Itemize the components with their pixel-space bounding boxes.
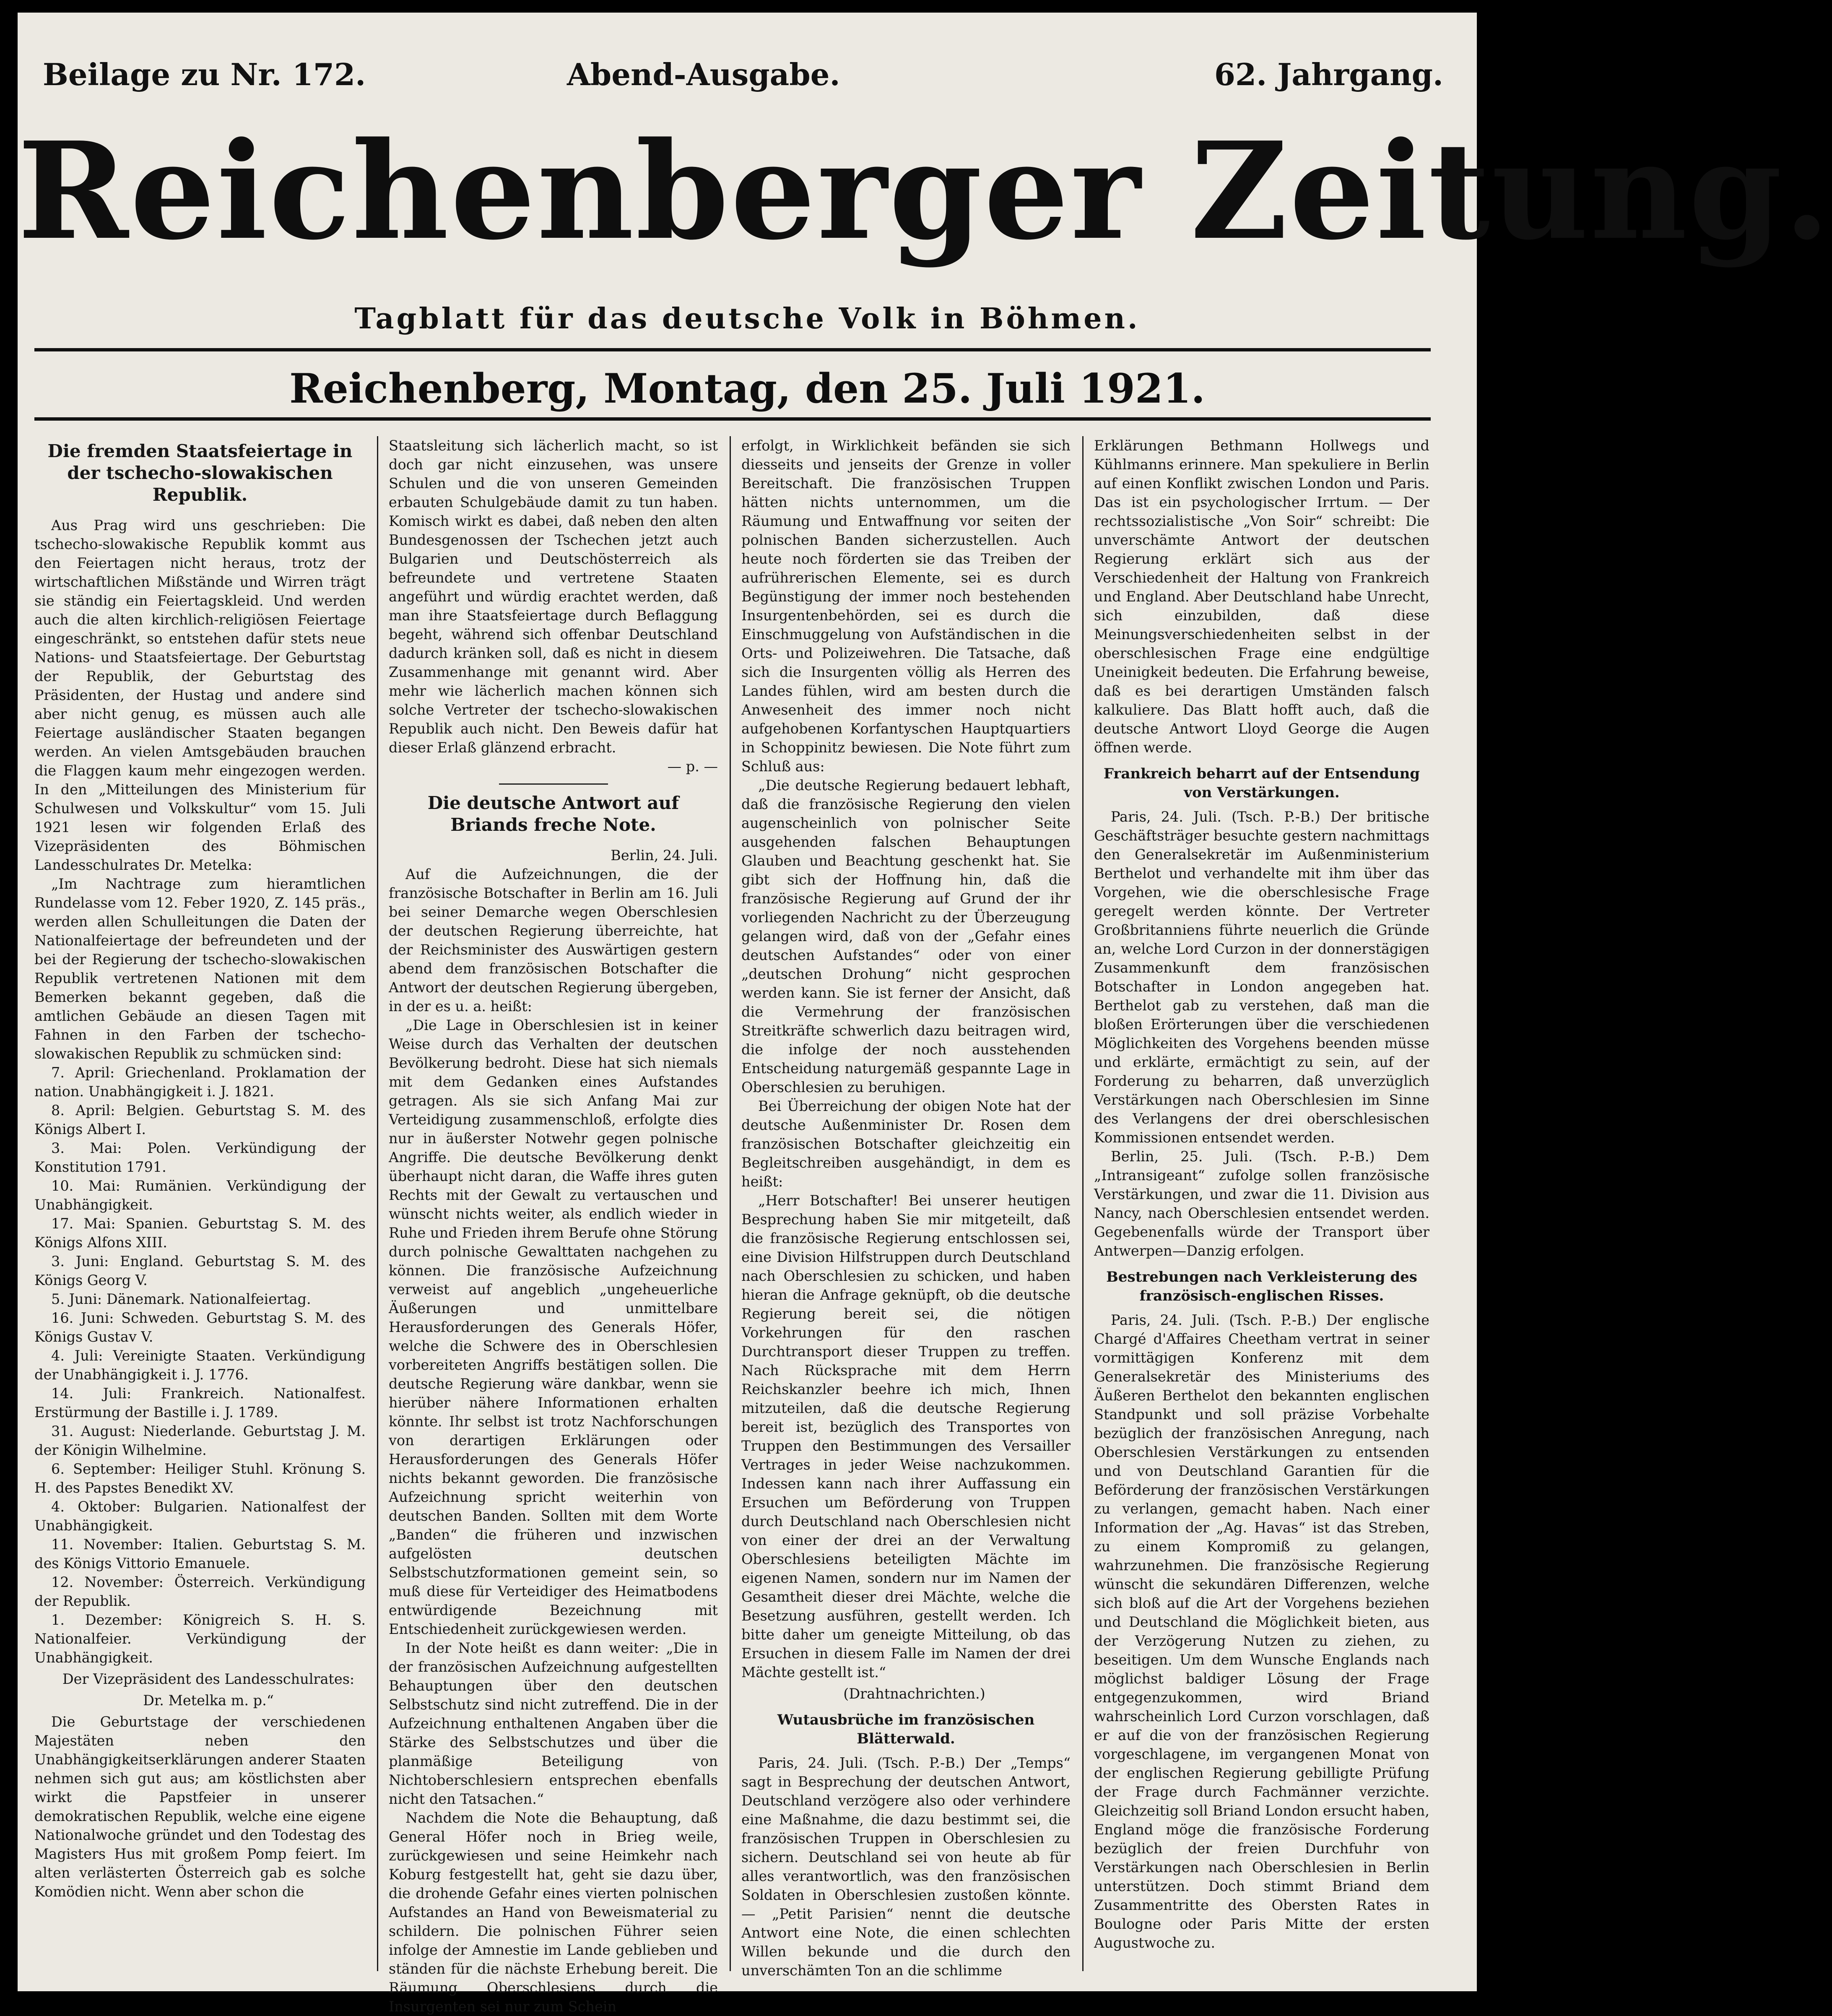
holiday-date-item: 4. Oktober: Bulgarien. Nationalfest der Unabhängigkeit. — [34, 1498, 366, 1534]
article-paragraph: Staatsleitung sich lächerlich macht, so ist doch gar nicht einzusehen, was unsere Schulen und die von unseren Gemeinden erbauten Schulgebäude damit zu tun haben. Komisch wirkt es dabei, daß neben den alten Bundesgenossen der Tschechen jetzt auch Bulgarien und Deutschösterreich als befreundete und vertretene Staaten angeführt und würdig erachtet werden, daß man ihre Staatsfeiertage durch Beflaggung begeht, während sich offenbar Deutschland dadurch kränken soll, daß es nicht in diesem Zusammenhange mit genannt wird. Aber mehr wie lächerlich machen können sich solche Vertreter der tschecho-slowakischen Republik auch nicht. Den Beweis dafür hat dieser Erlaß glänzend erbracht. — [389, 437, 718, 756]
header-rule-top — [34, 348, 1431, 351]
wire-news-label: (Drahtnachrichten.) — [843, 1686, 985, 1702]
masthead-title: Reichenberger Zeitung. — [18, 112, 1832, 269]
author-signature: — p. — — [667, 758, 718, 775]
edition-label: Abend-Ausgabe. — [567, 57, 840, 92]
holiday-date-item: 16. Juni: Schweden. Geburtstag S. M. des Königs Gustav V. — [34, 1310, 366, 1345]
section-separator — [499, 783, 608, 785]
column-4 — [1094, 436, 1429, 1980]
article-subheadline: Frankreich beharrt auf der Entsendung von Verstärkungen. — [1103, 765, 1420, 801]
header-rule-bottom — [34, 417, 1431, 421]
column-divider — [377, 436, 378, 1971]
article-paragraph: Berlin, 25. Juli. (Tsch. P.-B.) Dem „Intransigeant“ zufolge sollen französische Verstärkungen, und zwar die 11. Division aus Nancy, nach Oberschlesien entsendet werden. Gegebenenfalls würde der Transport über Antwerpen—Danzig erfolgen. — [1094, 1148, 1429, 1259]
holiday-date-item: 5. Juni: Dänemark. Nationalfeiertag. — [51, 1291, 311, 1307]
column-2 — [389, 436, 718, 2015]
holiday-date-item: 3. Mai: Polen. Verkündigung der Konstitution 1791. — [34, 1140, 366, 1175]
article-paragraph: Paris, 24. Juli. (Tsch. P.-B.) Der britische Geschäftsträger besuchte gestern nachmittags den Generalsekretär im Außenministerium Berthelot und verhandelte mit ihm über das Vorgehen, wie die oberschlesische Frage geregelt werden könnte. Der Vertreter Großbritanniens führte neuerlich die Gründe an, welche Lord Curzon in der donnerstägigen Zusammenkunft dem französischen Botschafter in London angegeben hat. Berthelot gab zu verstehen, daß man die bloßen Erörterungen über die verschiedenen Möglichkeiten des Vorgehens beenden müsse und erklärte, ermächtigt zu sein, auf der Forderung zu beharren, daß unverzüglich Verstärkungen nach Oberschlesien im Sinne des Verlangens der drei oberschlesischen Kommissionen entsendet werden. — [1094, 809, 1429, 1146]
article-paragraph: Auf die Aufzeichnungen, die der französische Botschafter in Berlin am 16. Juli bei seiner Demarche wegen Oberschlesien der deutschen Regierung überreichte, hat der Reichsminister des Auswärtigen gestern abend dem französischen Botschafter die Antwort der deutschen Regierung übergeben, in der es u. a. heißt: — [389, 866, 718, 1015]
article-paragraph: erfolgt, in Wirklichkeit befänden sie sich diesseits und jenseits der Grenze in voller Bereitschaft. Die französischen Truppen hätten nichts unternommen, um die Räumung und Entwaffnung vor seiten der polnischen Banden sicherzustellen. Auch heute noch förderten sie das Treiben der aufrührerischen Elemente, sei es durch Begünstigung der immer noch bestehenden Insurgentenbehörden, sei es durch die Einschmuggelung von Aufständischen in die Orts- und Polizeiwehren. Die Tatsache, daß sich die Insurgenten völlig als Herren des Landes fühlen, wird am besten durch die Anwesenheit des immer noch nicht aufgehobenen Korfantyschen Hauptquartiers in Schoppinitz bewiesen. Die Note führt zum Schluß aus: — [741, 437, 1071, 775]
holiday-date-item: 4. Juli: Vereinigte Staaten. Verkündigung der Unabhängigkeit i. J. 1776. — [34, 1347, 366, 1383]
holiday-date-item: 31. August: Niederlande. Geburtstag J. M. der Königin Wilhelmine. — [34, 1423, 366, 1458]
article-paragraph: Erklärungen Bethmann Hollwegs und Kühlmanns erinnere. Man spekuliere in Berlin auf einen Konflikt zwischen London und Paris. Das ist ein psychologischer Irrtum. — Der rechtssozialistische „Von Soir“ schreibt: Die unverschämte Antwort der deutschen Regierung erklärt sich aus der Verschiedenheit der Haltung von Frankreich und England. Aber Deutschland habe Unrecht, sich einzubilden, daß diese Meinungsverschiedenheiten selbst in der oberschlesischen Frage eine endgültige Uneinigkeit bedeuten. Die Erfahrung beweise, daß es bei derartigen Umständen falsch kalkuliere. Das Blatt hofft auch, daß die deutsche Antwort Lloyd George die Augen öffnen werde. — [1094, 437, 1429, 756]
column-divider — [1082, 436, 1084, 1971]
article-paragraph: Die Geburtstage der verschiedenen Majestäten neben den Unabhängigkeitserklärungen anderer Staaten nehmen sich gut aus; am köstlichsten aber wirkt die Papstfeier in unserer demokratischen Republik, welche eine eigene Nationalwoche gründet und den Todestag des Magisters Hus mit großem Pomp feiert. Im alten verlästerten Österreich gab es solche Komödien nicht. Wenn aber schon die — [34, 1714, 366, 1900]
article-headline: Die fremden Staatsfeiertage in der tschecho-slowakischen Republik. — [47, 441, 353, 505]
holiday-date-item: 6. September: Heiliger Stuhl. Krönung S. H. des Papstes Benedikt XV. — [34, 1461, 366, 1496]
column-1 — [34, 436, 366, 1980]
holiday-date-item: 14. Juli: Frankreich. Nationalfest. Erstürmung der Bastille i. J. 1789. — [34, 1385, 366, 1420]
column-3 — [741, 436, 1071, 1980]
article-subheadline: Bestrebungen nach Verkleisterung des französisch-englischen Risses. — [1106, 1269, 1417, 1304]
article-subheadline: Wutausbrüche im französischen Blätterwald. — [777, 1712, 1035, 1747]
holiday-date-item: 10. Mai: Rumänien. Verkündigung der Unabhängigkeit. — [34, 1178, 366, 1213]
signature-name: Dr. Metelka m. p.“ — [143, 1692, 274, 1709]
volume-label: 62. Jahrgang. — [1214, 57, 1443, 92]
newspaper-page — [18, 13, 1832, 2015]
article-paragraph: „Herr Botschafter! Bei unserer heutigen Besprechung haben Sie mir mitgeteilt, daß die französische Regierung entschlossen sei, eine Division Hilfstruppen durch Deutschland nach Oberschlesien zu schicken, und haben hieran die Anfrage geknüpft, ob die deutsche Regierung bereit sei, die nötigen Vorkehrungen für den raschen Durchtransport dieser Truppen zu treffen. Nach Rücksprache mit dem Herrn Reichskanzler beehre ich mich, Ihnen mitzuteilen, daß die deutsche Regierung bereit ist, bezüglich des Transportes von Truppen den Bestimmungen des Versailler Vertrages in jeder Weise nachzukommen. Indessen kann nach ihrer Auffassung ein Ersuchen um Beförderung von Truppen durch Deutschland nach Oberschlesien nicht von einer der drei an der Verwaltung Oberschlesiens beteiligten Mächte im eigenen Namen, sondern nur im Namen der Gesamtheit dieser drei Mächte, welche die Besetzung ausführen, gestellt werden. Ich bitte daher um geneigte Mitteilung, ob das Ersuchen in diesem Falle im Namen der drei Mächte gestellt ist.“ — [741, 1192, 1071, 1680]
holiday-date-item: 1. Dezember: Königreich S. H. S. Nationalfeier. Verkündigung der Unabhängigkeit. — [34, 1612, 366, 1666]
holiday-date-item: 12. November: Österreich. Verkündigung der Republik. — [34, 1574, 366, 1609]
holiday-date-item: 7. April: Griechenland. Proklamation der nation. Unabhängigkeit i. J. 1821. — [34, 1064, 366, 1100]
supplement-label: Beilage zu Nr. 172. — [43, 57, 366, 92]
signature-line: Der Vizepräsident des Landesschulrates: — [62, 1671, 355, 1687]
holiday-date-item: 11. November: Italien. Geburtstag S. M. des Königs Vittorio Emanuele. — [34, 1536, 366, 1571]
holiday-date-item: 8. April: Belgien. Geburtstag S. M. des Königs Albert I. — [34, 1102, 366, 1137]
article-paragraph: Bei Überreichung der obigen Note hat der deutsche Außenminister Dr. Rosen dem französischen Botschafter gleichzeitig ein Begleitschreiben ausgehändigt, in dem es heißt: — [741, 1098, 1071, 1190]
article-headline: Die deutsche Antwort auf Briands freche Note. — [427, 793, 679, 835]
article-paragraph: „Die deutsche Regierung bedauert lebhaft, daß die französische Regierung den vielen augenscheinlich von polnischer Seite ausgehenden falschen Behauptungen Glauben und Beachtung geschenkt hat. Sie gibt sich der Hoffnung hin, daß die französische Regierung auf Grund der ihr vorliegenden Nachricht zu der Überzeugung gelangen wird, daß von der „Gefahr eines deutschen Aufstandes“ oder von einer „deutschen Drohung“ nicht gesprochen werden kann. Sie ist ferner der Ansicht, daß die Vermehrung der französischen Streitkräfte schwerlich dazu beitragen wird, die infolge der noch ausstehenden Entscheidung naturgemäß gespannte Lage in Oberschlesien zu beruhigen. — [741, 777, 1071, 1095]
article-paragraph: Aus Prag wird uns geschrieben: Die tschecho-slowakische Republik kommt aus den Feiertagen nicht heraus, trotz der wirtschaftlichen Mißstände und Wirren trägt sie ständig ein Feiertagskleid. Und werden auch die alten kirchlich-religiösen Feiertage eingeschränkt, so entstehen dafür stets neue Nations- und Staatsfeiertage. Der Geburtstag der Republik, der Geburtstag des Präsidenten, der Hustag und andere sind aber nicht genug, es müssen auch alle Feiertage ausländischer Staaten begangen werden. An vielen Amtsgebäuden brauchen die Flaggen kaum mehr eingezogen werden. In den „Mitteilungen des Ministerium für Schulwesen und Volkskultur“ vom 15. Juli 1921 lesen wir folgenden Erlaß des Vizepräsidenten des Böhmischen Landesschulrates Dr. Metelka: — [34, 517, 366, 873]
article-paragraph: Nachdem die Note die Behauptung, daß General Höfer noch in Brieg weile, zurückgewiesen und seine Heimkehr nach Koburg festgestellt hat, geht sie dazu über, die drohende Gefahr eines vierten polnischen Aufstandes an Hand von Beweismaterial zu schildern. Die polnischen Führer seien infolge der Amnestie im Lande geblieben und ständen für die nächste Erhebung bereit. Die Räumung Oberschlesiens durch die Insurgenten sei nur zum Schein — [389, 1810, 718, 2015]
article-paragraph: In der Note heißt es dann weiter: „Die in der französischen Aufzeichnung aufgestellten Behauptungen über den deutschen Selbstschutz sind nicht zutreffend. Die in der Aufzeichnung enthaltenen Angaben über die Stärke des Selbstschutzes und über die planmäßige Beteiligung von Nichtoberschlesiern entsprechen ebenfalls nicht den Tatsachen.“ — [389, 1640, 718, 1807]
article-paragraph: „Im Nachtrage zum hieramtlichen Rundelasse vom 12. Feber 1920, Z. 145 präs., werden allen Schulleitungen die Daten der Nationalfeiertage der befreundeten und der bei der Regierung der tschecho-slowakischen Republik vertretenen Nationen mit dem Bemerken bekannt gegeben, daß die amtlichen Gebäude an diesen Tagen mit Fahnen in den Farben der tschecho-slowakischen Republik zu schmücken sind: — [34, 876, 366, 1062]
article-paragraph: „Die Lage in Oberschlesien ist in keiner Weise durch das Verhalten der deutschen Bevölkerung bedroht. Diese hat sich niemals mit dem Gedanken eines Aufstandes getragen. Als sie sich Anfang Mai zur Verteidigung zusammenschloß, erfolgte dies nur in äußerster Notwehr gegen polnische Angriffe. Die deutsche Bevölkerung denkt überhaupt nicht daran, die Waffe ihres guten Rechts mit der Gewalt zu vertauschen und wünscht nichts weiter, als endlich wieder in Ruhe und Frieden ihrem Berufe ohne Störung durch polnische Gewalttaten nachgehen zu können. Die französische Aufzeichnung verweist auf angeblich „ungeheuerliche Äußerungen und unmittelbare Herausforderungen des Generals Höfer, welche die Schwere des in Oberschlesien vorbereiteten Angriffs bestätigen sollen. Die deutsche Regierung wäre dankbar, wenn sie hierüber nähere Informationen erhalten könnte. Ihr selbst ist trotz Nachforschungen von derartigen Erklärungen oder Herausforderungen des Generals Höfer nichts bekannt geworden. Die französische Aufzeichnung spricht weiterhin von deutschen Banden. Sollten mit dem Worte „Banden“ die früheren und inzwischen aufgelösten deutschen Selbstschutzformationen gemeint sein, so muß diese für Verteidiger des Heimatbodens entwürdigende Bezeichnung mit Entschiedenheit zurückgewiesen werden. — [389, 1017, 718, 1637]
article-dateline: Berlin, 24. Juli. — [611, 847, 718, 864]
article-paragraph: Paris, 24. Juli. (Tsch. P.-B.) Der „Temps“ sagt in Besprechung der deutschen Antwort, Deutschland verzögere also oder verhindere eine Maßnahme, die dazu bestimmt sei, die französischen Truppen in Oberschlesien zu sichern. Deutschland sei von heute ab für alles verantwortlich, was den französischen Soldaten in Oberschlesien zustoßen könnte. — „Petit Parisien“ nennt die deutsche Antwort eine Note, die einen schlechten Willen bekunde und die durch den unverschämten Ton an die schlimme — [741, 1755, 1071, 1979]
holiday-date-item: 17. Mai: Spanien. Geburtstag S. M. des Königs Alfons XIII. — [34, 1215, 366, 1251]
column-divider — [730, 436, 731, 1971]
holiday-date-item: 3. Juni: England. Geburtstag S. M. des Königs Georg V. — [34, 1253, 366, 1288]
tagline: Tagblatt für das deutsche Volk in Böhmen. — [354, 302, 1140, 336]
article-paragraph: Paris, 24. Juli. (Tsch. P.-B.) Der englische Chargé d'Affaires Cheetham vertrat in seiner vormittägigen Konferenz mit dem Generalsekretär des Ministeriums des Äußeren Berthelot den bekannten englischen Standpunkt und soll präzise Vorbehalte bezüglich der französischen Anregung, nach Oberschlesien Verstärkungen zu entsenden und von Deutschland Garantien für die Beförderung der französischen Verstärkungen zu verlangen, gemacht haben. Nach einer Information der „Ag. Havas“ ist das Streben, zu einem Kompromiß zu gelangen, wahrzunehmen. Die französische Regierung wünscht die sekundären Differenzen, welche sich bloß auf die Art der Vorgehens beziehen und Deutschland die Möglichkeit bieten, aus der Verzögerung Nutzen zu ziehen, zu beseitigen. Um dem Wunsche Englands nach möglichst baldiger Lösung der Frage entgegenzukommen, wird Briand wahrscheinlich Lord Curzon vorschlagen, daß er auf die von der französischen Regierung vorgeschlagene, im vergangenen Monat von der englischen Regierung gebilligte Prüfung der Frage durch Fachmänner verzichte. Gleichzeitig soll Briand London ersucht haben, England möge die französische Forderung bezüglich der freien Durchfuhr von Verstärkungen nach Oberschlesien in Berlin unterstützen. Doch stimmt Briand dem Zusammentritte des Obersten Rates in Boulogne oder Paris Mitte der ersten Augustwoche zu. — [1094, 1312, 1429, 1951]
dateline: Reichenberg, Montag, den 25. Juli 1921. — [289, 365, 1205, 412]
